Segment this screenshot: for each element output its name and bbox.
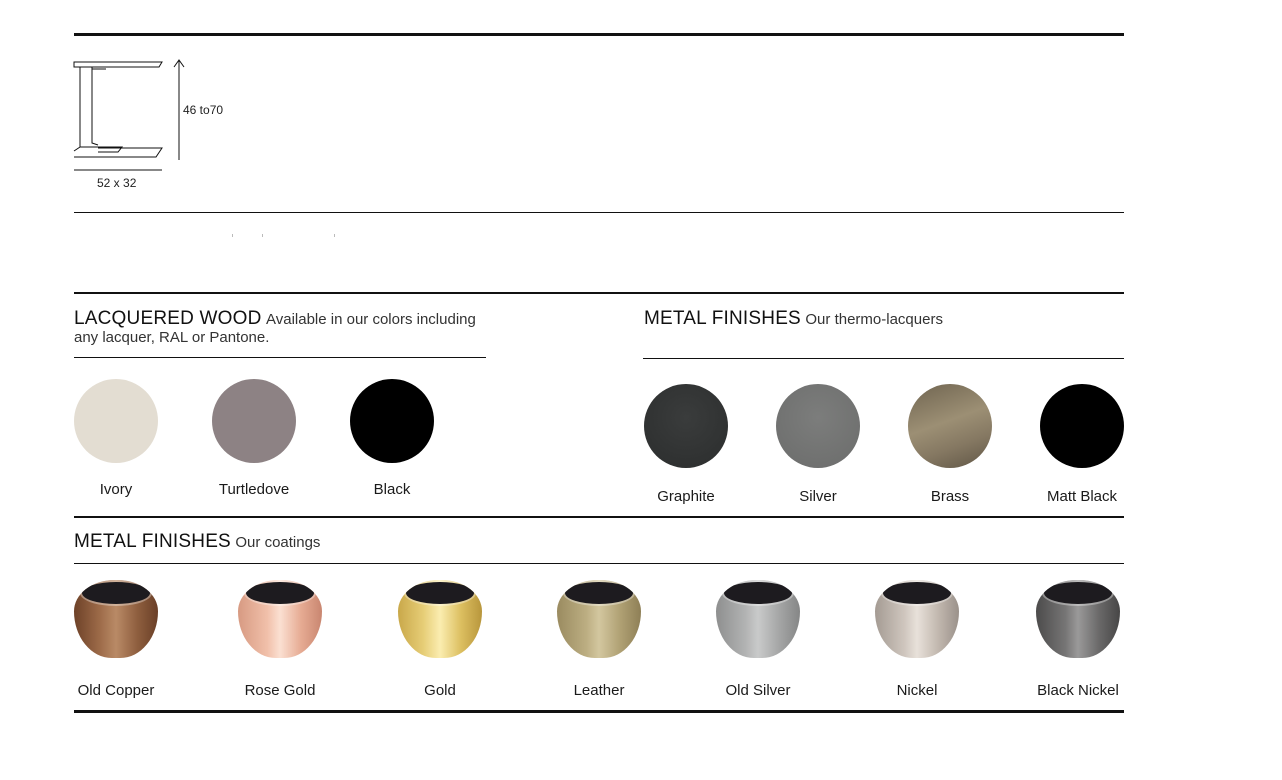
metal-coatings-subtitle: Our coatings	[235, 534, 321, 551]
lacquered-wood-subtitle-1: Available in our colors including	[266, 311, 476, 328]
swatch-black	[350, 379, 434, 463]
coatings-top-rule	[74, 516, 1124, 518]
swatch-matt-black	[1040, 384, 1124, 468]
lacquered-wood-header	[74, 308, 504, 330]
bowl-old-silver	[716, 580, 800, 658]
product-drawing	[72, 55, 242, 195]
metal-coatings-rule	[74, 563, 1124, 564]
swatch-silver	[776, 384, 860, 468]
metal-coatings-header	[74, 531, 674, 553]
faint-marks	[230, 226, 340, 232]
bowl-leather	[557, 580, 641, 658]
bowl-black-nickel	[1036, 580, 1120, 658]
finish-label-nickel: Nickel	[896, 682, 938, 699]
side-table-drawing-icon	[72, 55, 242, 195]
finish-label-gold: Gold	[424, 682, 456, 699]
drawing-bottom-rule	[74, 212, 1124, 213]
swatch-label-black: Black	[373, 481, 411, 498]
lacquered-wood-rule	[74, 357, 486, 358]
bowl-gold	[398, 580, 482, 658]
size-dimension: 52 x 32	[97, 176, 137, 190]
swatch-brass	[908, 384, 992, 468]
finish-label-old-copper: Old Copper	[77, 682, 155, 699]
finish-label-old-silver: Old Silver	[725, 682, 791, 699]
swatch-label-ivory: Ivory	[99, 481, 133, 498]
swatch-label-turtledove: Turtledove	[218, 481, 290, 498]
finishes-top-rule	[74, 292, 1124, 294]
metal-lacquers-rule	[643, 358, 1124, 359]
swatch-label-silver: Silver	[799, 488, 837, 505]
finish-label-leather: Leather	[573, 682, 625, 699]
lacquered-wood-title: LACQUERED WOOD	[74, 308, 262, 329]
swatch-graphite	[644, 384, 728, 468]
metal-lacquers-header	[644, 308, 1124, 330]
metal-lacquers-title: METAL FINISHES	[644, 308, 801, 329]
top-rule	[74, 33, 1124, 36]
swatch-turtledove	[212, 379, 296, 463]
swatch-label-matt-black: Matt Black	[1046, 488, 1118, 505]
swatch-ivory	[74, 379, 158, 463]
finish-label-rose-gold: Rose Gold	[244, 682, 316, 699]
finish-label-black-nickel: Black Nickel	[1037, 682, 1119, 699]
bowl-rose-gold	[238, 580, 322, 658]
metal-coatings-title: METAL FINISHES	[74, 531, 231, 552]
swatch-label-graphite: Graphite	[657, 488, 715, 505]
height-dimension: 46 to70	[183, 103, 224, 117]
swatch-label-brass: Brass	[930, 488, 970, 505]
lacquered-wood-subtitle-2: any lacquer, RAL or Pantone.	[74, 329, 270, 346]
bowl-old-copper	[74, 580, 158, 658]
bottom-rule	[74, 710, 1124, 713]
bowl-nickel	[875, 580, 959, 658]
metal-lacquers-subtitle: Our thermo-lacquers	[805, 311, 943, 328]
